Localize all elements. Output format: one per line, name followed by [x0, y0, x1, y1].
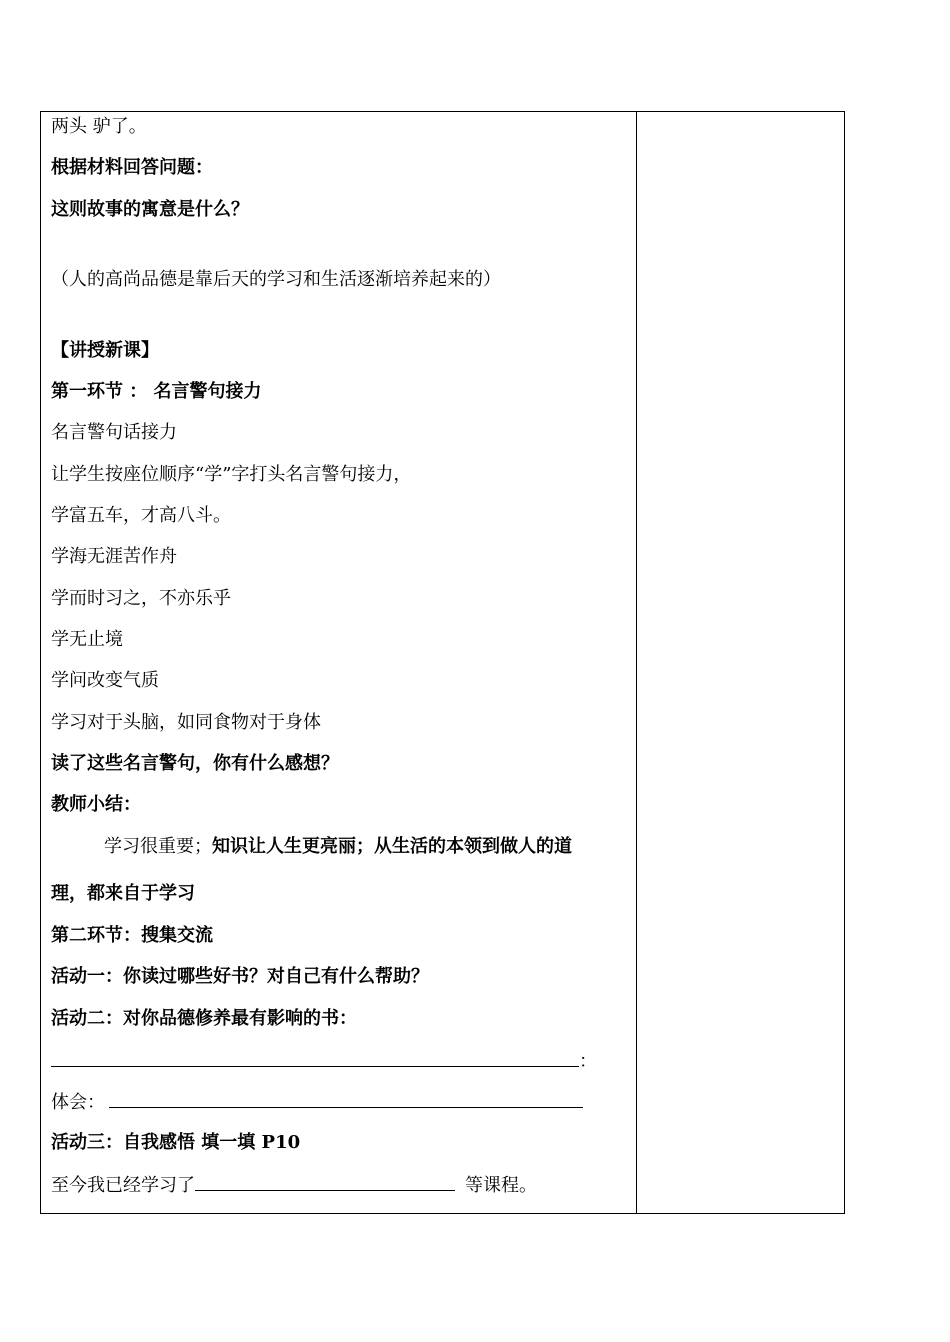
activity-three: 活动三：自我感悟 填一填 P10 [51, 1132, 301, 1153]
book-answer-blank[interactable] [51, 1048, 579, 1067]
book-answer-row [51, 1048, 597, 1074]
section-heading: 【讲授新课】 [51, 340, 159, 361]
quote-item: 学而时习之，不亦乐乎 [51, 588, 231, 609]
teacher-summary-text [104, 835, 572, 859]
feeling-row [51, 1089, 583, 1115]
step-two-heading: 第二环节：搜集交流 [51, 925, 213, 946]
quote-item: 学无止境 [51, 629, 123, 650]
quote-item: 学海无涯苦作舟 [51, 546, 177, 567]
summary-bold: 知识让人生更亮丽；从生活的本领到做人的道 [212, 836, 572, 857]
activity-one: 活动一：你读过哪些好书？对自己有什么帮助？ [51, 966, 429, 987]
question-prompt: 根据材料回答问题： [51, 157, 213, 178]
teacher-summary-continued: 理，都来自于学习 [51, 883, 195, 904]
feeling-label: 体会： [51, 1092, 105, 1113]
story-question: 这则故事的寓意是什么？ [51, 199, 249, 220]
reflection-question: 读了这些名言警句，你有什么感想？ [51, 753, 339, 774]
teacher-summary-label: 教师小结： [51, 794, 141, 815]
book-answer-colon: ： [579, 1051, 597, 1072]
story-ending: 两头 驴了。 [51, 116, 147, 137]
feeling-blank[interactable] [109, 1089, 583, 1108]
quote-item: 学习对于头脑，如同食物对于身体 [51, 712, 321, 733]
courses-row [51, 1172, 537, 1198]
lesson-table [40, 111, 845, 1214]
step-one-heading: 第一环节 ： 名言警句接力 [51, 381, 262, 402]
quote-item: 学问改变气质 [51, 670, 159, 691]
summary-plain: 学习很重要； [104, 836, 212, 857]
column-divider [636, 112, 637, 1213]
courses-blank[interactable] [195, 1172, 455, 1191]
quote-relay-title: 名言警句话接力 [51, 422, 177, 443]
quote-relay-instruction: 让学生按座位顺序“学”字打头名言警句接力， [51, 464, 412, 485]
story-answer: （人的高尚品德是靠后天的学习和生活逐渐培养起来的） [51, 269, 501, 290]
courses-suffix: 等课程。 [465, 1175, 537, 1196]
activity-two: 活动二：对你品德修养最有影响的书： [51, 1008, 357, 1029]
quote-item: 学富五车，才高八斗。 [51, 505, 231, 526]
courses-prefix: 至今我已经学习了 [51, 1175, 195, 1196]
